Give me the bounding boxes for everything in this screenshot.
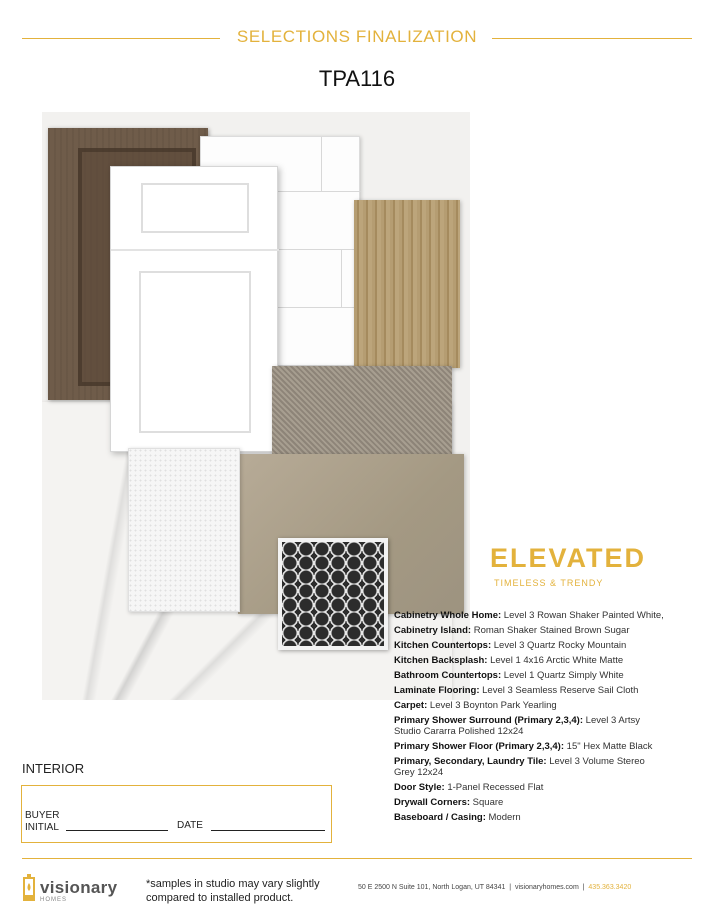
selection-value: Level 3 Boynton Park Yearling [429, 700, 557, 711]
selection-value: Modern [488, 812, 521, 823]
address: 50 E 2500 N Suite 101, North Logan, UT 84341 [358, 884, 506, 891]
selection-label: Baseboard / Casing: [394, 812, 486, 823]
selection-item [394, 797, 664, 808]
buyer-label-line2: INITIAL [25, 822, 59, 833]
date-field[interactable] [211, 830, 325, 831]
selection-label: Primary, Secondary, Laundry Tile: [394, 756, 547, 767]
date-label: DATE [177, 820, 203, 831]
selection-value: Level 1 Quartz Simply White [503, 670, 624, 681]
disclaimer-line1: *samples in studio may vary slightly [146, 878, 320, 890]
selection-value: 15" Hex Matte Black [566, 741, 653, 752]
lantern-logo-icon [22, 874, 36, 902]
selection-label: Kitchen Countertops: [394, 640, 492, 651]
selection-item [394, 715, 664, 737]
section-label-interior: INTERIOR [22, 761, 85, 776]
selection-item [394, 782, 664, 793]
selection-value: Square [472, 797, 504, 808]
buyer-initial-box [21, 785, 332, 843]
page-title-text: SELECTIONS FINALIZATION [227, 27, 487, 46]
footer-rule [22, 858, 692, 859]
selection-item [394, 700, 664, 711]
selection-item [394, 670, 664, 681]
separator: | [582, 884, 585, 891]
tile-grout-line [321, 137, 322, 191]
laminate-flooring-sample [354, 200, 460, 368]
disclaimer-line2: compared to installed product. [146, 892, 294, 904]
package-name: ELEVATED [490, 543, 647, 573]
selection-value: Level 3 Rowan Shaker Painted White, [503, 610, 664, 621]
selection-label: Kitchen Backsplash: [394, 655, 488, 666]
selection-value: Level 3 Volume Stereo Grey 12x24 [394, 756, 645, 778]
contact-info [358, 884, 631, 891]
selection-label: Door Style: [394, 782, 445, 793]
separator: | [509, 884, 512, 891]
tile-grout-line [277, 307, 361, 308]
selection-label: Laminate Flooring: [394, 685, 480, 696]
selection-item [394, 640, 664, 651]
disclaimer [146, 877, 320, 905]
white-cabinet-door-sample [110, 166, 278, 452]
buyer-label-line1: BUYER [25, 810, 60, 821]
package-tagline: TIMELESS & TRENDY [494, 578, 604, 588]
brand-sub: HOMES [40, 897, 68, 903]
selection-label: Carpet: [394, 700, 428, 711]
hex-tile-sample [278, 538, 388, 650]
tile-grout-line [277, 191, 361, 192]
selection-label: Primary Shower Surround (Primary 2,3,4): [394, 715, 584, 726]
selection-label: Primary Shower Floor (Primary 2,3,4): [394, 741, 565, 752]
plan-code: TPA116 [318, 66, 396, 91]
selection-item [394, 655, 664, 666]
phone-number[interactable]: 435.363.3420 [588, 884, 632, 891]
website-link[interactable]: visionaryhomes.com [514, 884, 579, 891]
selection-item [394, 625, 664, 636]
selection-item [394, 812, 664, 823]
white-door-drawer-panel [141, 183, 249, 233]
selection-value: Level 3 Quartz Rocky Mountain [493, 640, 627, 651]
selection-value: Level 3 Artsy Studio Cararra Polished 12x24 [394, 715, 641, 737]
tile-grout-line [277, 249, 361, 250]
selection-value: Roman Shaker Stained Brown Sugar [473, 625, 630, 636]
brand-name: visionary [40, 878, 118, 897]
selection-value: 1-Panel Recessed Flat [447, 782, 544, 793]
carpet-sample [272, 366, 452, 456]
selection-item [394, 756, 664, 778]
buyer-initial-label [25, 810, 59, 834]
selection-label: Drywall Corners: [394, 797, 471, 808]
selection-value: Level 3 Seamless Reserve Sail Cloth [482, 685, 639, 696]
selection-label: Bathroom Countertops: [394, 670, 502, 681]
selection-item [394, 685, 664, 696]
selection-label: Cabinetry Island: [394, 625, 472, 636]
quartz-countertop-sample [128, 448, 240, 612]
buyer-initial-field[interactable] [66, 830, 168, 831]
selection-item [394, 741, 664, 752]
white-door-rail [111, 249, 279, 251]
selections-list [394, 610, 664, 827]
selection-label: Cabinetry Whole Home: [394, 610, 502, 621]
page-title [0, 27, 714, 47]
selection-item [394, 610, 664, 621]
selection-value: Level 1 4x16 Arctic White Matte [490, 655, 624, 666]
tile-grout-line [341, 249, 342, 307]
white-door-main-panel [139, 271, 251, 433]
